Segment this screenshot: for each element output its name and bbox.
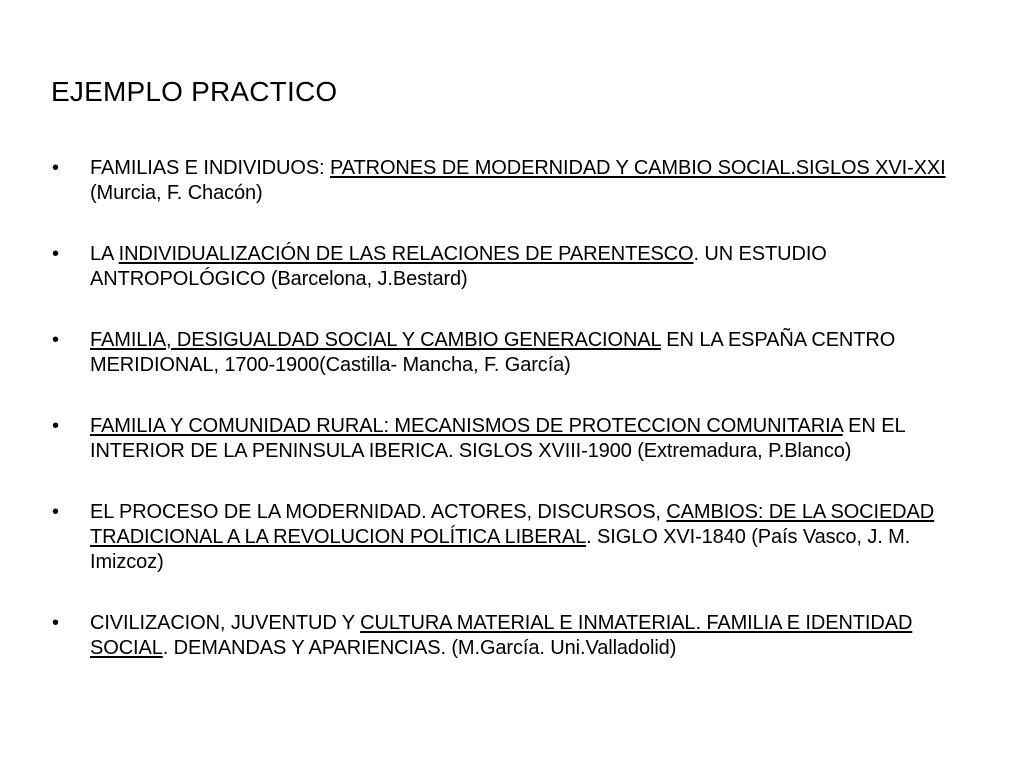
list-item [52,328,972,378]
bullet-icon: • [52,501,59,523]
underlined-title: INDIVIDUALIZACIÓN DE LAS RELACIONES DE PARENTESCO [118,243,694,265]
bullet-text: . UN ESTUDIO ANTROPOLÓGICO (Barcelona, J.Bestard) [90,243,827,290]
underlined-title: FAMILIA Y COMUNIDAD RURAL: MECANISMOS DE PROTECCION COMUNITARIA [90,415,843,437]
underlined-title: PATRONES DE MODERNIDAD Y CAMBIO SOCIAL.SIGLOS XVI-XXI [329,157,946,179]
list-item [52,500,972,575]
bullet-icon: • [52,415,59,437]
list-item [52,242,972,292]
underlined-title: CULTURA MATERIAL E INMATERIAL. FAMILIA E IDENTIDAD SOCIAL [90,612,913,659]
bullet-text: EN EL INTERIOR DE LA PENINSULA IBERICA. SIGLOS XVIII-1900 (Extremadura, P.Blanco) [90,415,905,462]
underlined-title: FAMILIA, DESIGUALDAD SOCIAL Y CAMBIO GENERACIONAL [90,329,661,351]
bullet-icon: • [52,329,59,351]
bullet-text: LA [90,243,119,265]
bullet-icon: • [52,243,59,265]
list-item [52,414,972,464]
bullet-text: FAMILIAS E INDIVIDUOS: [90,157,330,179]
bullet-icon: • [52,157,59,179]
underlined-title: CAMBIOS: DE LA SOCIEDAD TRADICIONAL A LA REVOLUCION POLÍTICA LIBERAL [90,501,935,548]
bullet-text: EL PROCESO DE LA MODERNIDAD. ACTORES, DISCURSOS, [90,501,667,523]
bullet-list [52,156,972,697]
bullet-text: EN LA ESPAÑA CENTRO MERIDIONAL, 1700-1900(Castilla- Mancha, F. García) [90,329,896,376]
bullet-text: CIVILIZACION, JUVENTUD Y [90,612,361,634]
bullet-text: . DEMANDAS Y APARIENCIAS. (M.García. Uni.Valladolid) [162,637,677,659]
slide-title: EJEMPLO PRACTICO [51,76,338,107]
bullet-icon: • [52,612,59,634]
bullet-text: (Murcia, F. Chacón) [90,182,263,204]
bullet-text: . SIGLO XVI-1840 (País Vasco, J. M. Imizcoz) [90,526,911,573]
list-item [52,156,972,206]
list-item [52,611,972,661]
